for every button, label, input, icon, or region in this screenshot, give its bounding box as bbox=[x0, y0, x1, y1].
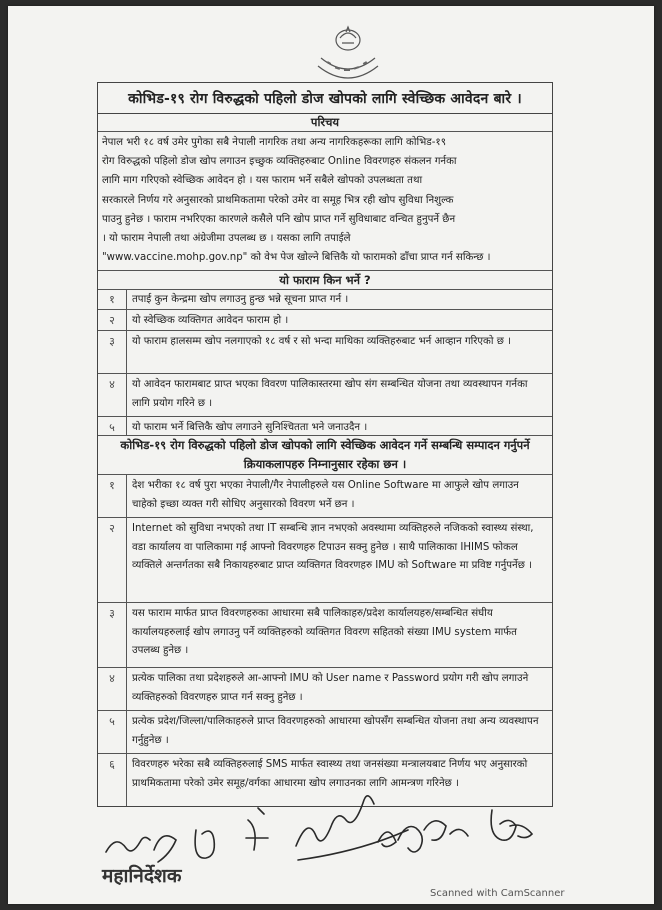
item-text: देश भरीका १८ वर्ष पुरा भएका नेपाली/गैर नेपालीहरुले यस Online Software मा आफुले खोप लगाउन चाहेको इच्छा व्यक्त गरी सोधिए अनुसारको विवरण भर्ने छन । bbox=[132, 480, 519, 510]
why-item bbox=[98, 417, 552, 436]
why-item bbox=[98, 310, 552, 331]
intro-line: लागि माग गरिएको स्वेच्छिक आवेदन हो । यस फाराम भर्ने सबैले खोपको उपलब्धता तथा bbox=[102, 175, 423, 187]
why-item bbox=[98, 289, 552, 310]
why-item bbox=[98, 331, 552, 374]
procedure-item bbox=[98, 711, 552, 754]
item-number: ३ bbox=[98, 603, 127, 667]
procedure-item bbox=[98, 603, 552, 668]
signatory-title: महानिर्देशक bbox=[102, 865, 182, 887]
item-number: ४ bbox=[98, 374, 127, 416]
procedure-item bbox=[98, 668, 552, 711]
item-number: १ bbox=[98, 475, 127, 517]
item-number: ६ bbox=[98, 754, 127, 806]
intro-heading: परिचय bbox=[98, 114, 552, 132]
intro-line: नेपाल भरी १८ वर्ष उमेर पुगेका सबै नेपाली नागरिक तथा अन्य नागरिकहरूका लागि कोभिड-१९ bbox=[102, 137, 447, 148]
procedure-heading: कोभिड-१९ रोग विरुद्धको पहिलो डोज खोपको लागि स्वेच्छिक आवेदन गर्ने सम्बन्धि सम्पादन गर्नुपर्ने क्रियाकलापहरु निम्नानुसार रहेका छन । bbox=[98, 436, 552, 475]
item-text: Internet को सुविधा नभएको तथा IT सम्बन्धि ज्ञान नभएको अवस्थामा व्यक्तिहरुले नजिकको स्वास्थ्य संस्था, वडा कार्यालय वा पालिकामा गई आफ्नो विवरणहरु टिपाउन सक्नु हुनेछ । साथै पालिकाका IHIMS फोकल व्यक्तिले अन्तर्गतका सबै निकायहरुबाट प्राप्त व्यक्तिगत विवरणहरु IMU को Software मा प्रविष्ट गर्नुपर्नेछ । bbox=[132, 523, 534, 571]
why-item bbox=[98, 374, 552, 417]
item-text: यो स्वेच्छिक व्यक्तिगत आवेदन फाराम हो । bbox=[132, 315, 289, 326]
item-text: प्रत्येक पालिका तथा प्रदेशहरुले आ-आफ्नो IMU को User name र Password प्रयोग गरी खोप लगाउने व्यक्तिहरुको विवरणहरु प्राप्त गर्न सक्नु हुनेछ । bbox=[132, 673, 529, 703]
document-page bbox=[8, 6, 654, 904]
item-text: प्रत्येक प्रदेश/जिल्ला/पालिकाहरुले प्राप्त विवरणहरुको आधारमा खोपसँग सम्बन्धित योजना तथा अन्य व्यवस्थापन गर्नुहुनेछ । bbox=[132, 716, 539, 746]
intro-line: । यो फाराम नेपाली तथा अंग्रेजीमा उपलब्ध छ । यसका लागि तपाईले bbox=[102, 233, 351, 245]
item-number: ४ bbox=[98, 668, 127, 710]
procedure-item bbox=[98, 475, 552, 518]
item-number: १ bbox=[98, 289, 127, 309]
item-number: ३ bbox=[98, 331, 127, 373]
intro-line: पाउनु हुनेछ । फाराम नभरिएका कारणले कसैले पनि खोप प्राप्त गर्ने सुविधाबाट वन्चित हुनुपर्ने छैन bbox=[102, 213, 456, 225]
item-text: यो फाराम भर्ने बित्तिकै खोप लगाउने सुनिश्चितता भने जनाउदैन । bbox=[132, 422, 368, 433]
scanner-watermark: Scanned with CamScanner bbox=[430, 888, 565, 899]
item-number: ५ bbox=[98, 417, 127, 435]
intro-paragraph bbox=[102, 133, 548, 287]
item-text: यो आवेदन फारामबाट प्राप्त भएका विवरण पालिकास्तरमा खोप संग सम्बन्धित योजना तथा व्यवस्थापन गर्नका लागि प्रयोग गरिने छ । bbox=[132, 379, 528, 409]
item-text: तपाई कुन केन्द्रमा खोप लगाउनु हुन्छ भन्ने सूचना प्राप्त गर्न । bbox=[132, 294, 349, 305]
item-number: २ bbox=[98, 310, 127, 330]
intro-line: "www.vaccine.mohp.gov.np" को वेभ पेज खोल्ने बित्तिकै यो फारामको ढाँचा प्राप्त गर्न सकिन्छ । bbox=[102, 252, 491, 264]
document-title: कोभिड-१९ रोग विरुद्धको पहिलो डोज खोपको लागि स्वेच्छिक आवेदन बारे । bbox=[98, 83, 552, 114]
item-number: २ bbox=[98, 518, 127, 602]
procedure-item bbox=[98, 518, 552, 603]
item-text: यस फाराम मार्फत प्राप्त विवरणहरुका आधारमा सबै पालिकाहरु/प्रदेश कार्यालयहरु/सम्बन्धित संघीय कार्यालयहरुलाई खोप लगाउनु पर्ने व्यक्तिहरुको व्यक्तिगत विवरण सहितको संख्या IMU system मार्फत उपलब्ध हुनेछ । bbox=[132, 608, 517, 656]
item-text: यो फाराम हालसम्म खोप नलगाएको १८ वर्ष र सो भन्दा माथिका व्यक्तिहरुबाट भर्न आव्हान गरिएको छ । bbox=[132, 336, 511, 347]
notice-frame bbox=[97, 82, 553, 807]
why-heading: यो फाराम किन भर्ने ? bbox=[98, 270, 552, 290]
item-number: ५ bbox=[98, 711, 127, 753]
intro-line: सरकारले निर्णय गरे अनुसारको प्राथमिकतामा परेको उमेर वा समूह भित्र रही खोप सुविधा निशुल्क bbox=[102, 194, 454, 206]
intro-line: रोग विरुद्धको पहिलो डोज खोप लगाउन इच्छुक व्यक्तिहरुबाट Online विवरणहरु संकलन गर्नका bbox=[102, 156, 457, 168]
item-text: विवरणहरु भरेका सबै व्यक्तिहरुलाई SMS मार्फत स्वास्थ्य तथा जनसंख्या मन्त्रालयबाट निर्णय भए अनुसारको प्राथमिकतामा परेको उमेर समूह/वर्गका आधारमा खोप लगाउनका लागि आमन्त्रण गरिनेछ । bbox=[132, 759, 528, 789]
government-seal-icon bbox=[313, 18, 383, 82]
